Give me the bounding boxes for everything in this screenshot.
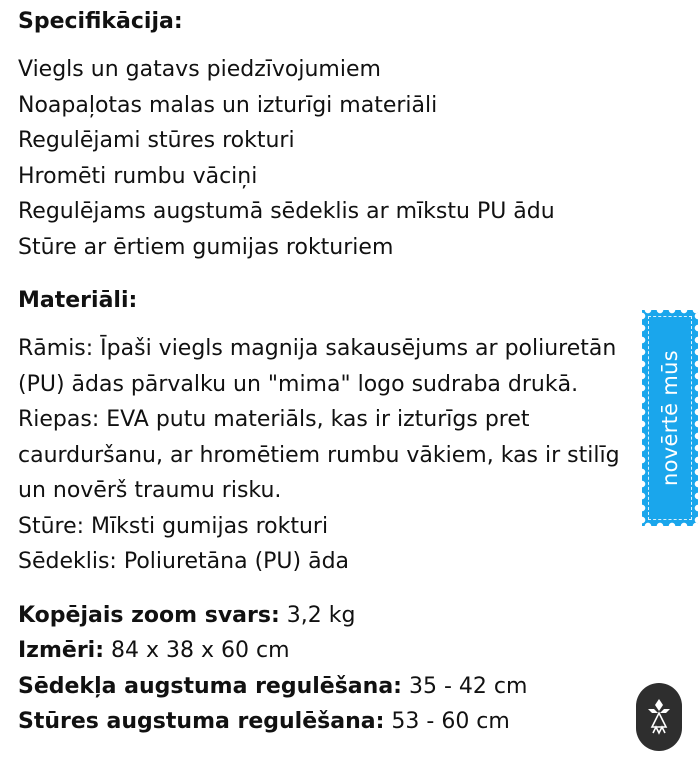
- materials-line: (PU) ādas pārvalku un "mima" logo sudraba drukā.: [18, 371, 579, 397]
- detail-label: Kopējais zoom svars:: [18, 602, 280, 628]
- details-list: [18, 598, 698, 740]
- specification-item: Noapaļotas malas un izturīgi materiāli: [18, 92, 438, 118]
- detail-label: Izmēri:: [18, 638, 105, 663]
- detail-value: 84 x 38 x 60 cm: [104, 638, 290, 663]
- detail-value: 35 - 42 cm: [401, 673, 528, 699]
- product-description: [18, 4, 698, 740]
- detail-seat-height: [18, 669, 698, 705]
- materials-line: Sēdeklis: Poliuretāna (PU) āda: [18, 549, 350, 574]
- detail-value: 3,2 kg: [279, 602, 356, 628]
- materials-text: [18, 331, 698, 580]
- mima-logo-icon: [636, 683, 682, 751]
- materials-line: Riepas: EVA putu materiāls, kas ir izturīgs pret: [18, 407, 530, 432]
- rate-us-tab[interactable]: [642, 310, 698, 526]
- materials-line: Stūre: Mīksti gumijas rokturi: [18, 513, 329, 539]
- detail-dimensions: [18, 633, 698, 669]
- materials-line: Rāmis: Īpaši viegls magnija sakausējums ar poliuretān: [18, 336, 617, 361]
- specification-list: [18, 52, 698, 265]
- detail-value: 53 - 60 cm: [384, 709, 510, 734]
- detail-label: Stūres augstuma regulēšana:: [18, 709, 385, 734]
- specification-item: Stūre ar ērtiem gumijas rokturiem: [18, 234, 394, 260]
- specification-item: Viegls un gatavs piedzīvojumiem: [18, 57, 381, 82]
- detail-weight: [18, 598, 698, 634]
- specification-heading: Specifikācija:: [18, 9, 183, 34]
- specification-item: Regulējami stūres rokturi: [18, 128, 295, 153]
- materials-line: caurduršanu, ar hromētiem rumbu vākiem, kas ir stilīg: [18, 442, 620, 468]
- specification-item: Hromēti rumbu vāciņi: [18, 163, 258, 189]
- materials-heading: Materiāli:: [18, 288, 138, 313]
- materials-line: un novērš traumu risku.: [18, 478, 282, 503]
- detail-handlebar-height: [18, 704, 698, 740]
- specification-item: Regulējams augstumā sēdeklis ar mīkstu PU ādu: [18, 199, 555, 224]
- rate-us-label: novērtē mūs: [658, 350, 682, 486]
- detail-label: Sēdekļa augstuma regulēšana:: [18, 673, 402, 699]
- brand-badge-button[interactable]: [636, 683, 682, 751]
